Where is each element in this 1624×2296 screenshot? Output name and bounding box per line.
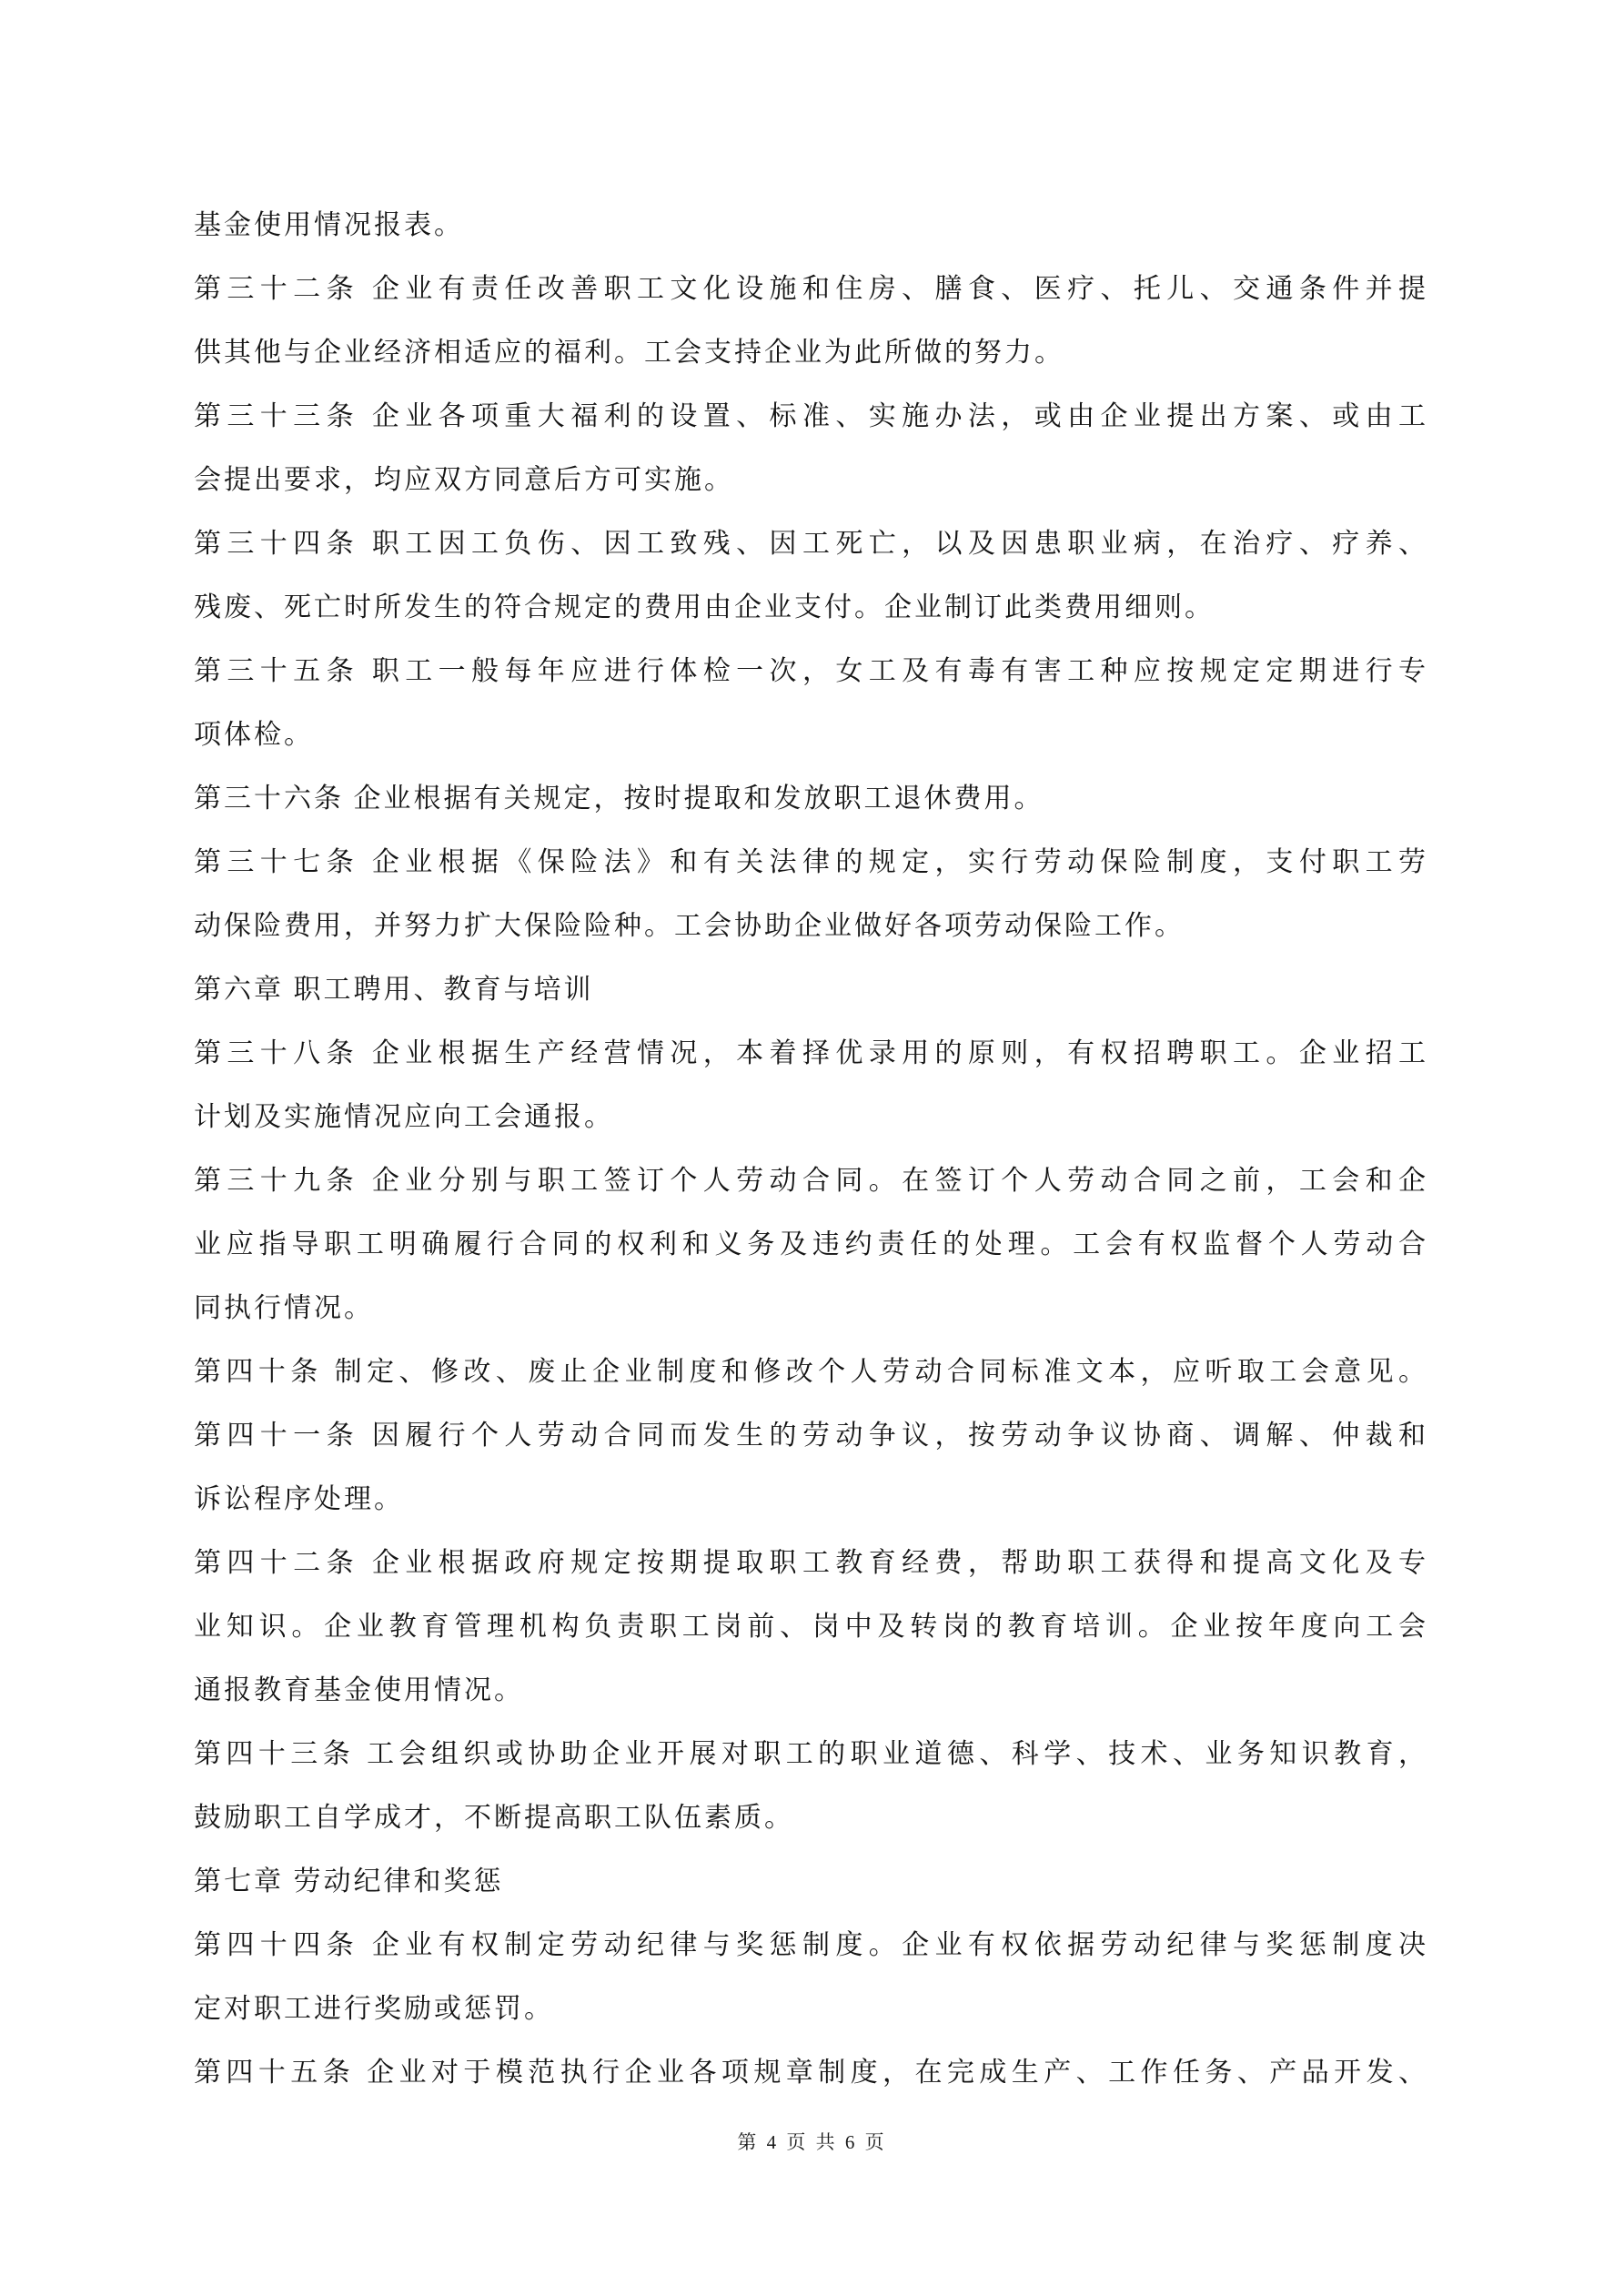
document-line-article-35: 第三十五条 职工一般每年应进行体检一次，女工及有毒有害工种应按规定定期进行专 — [194, 656, 1428, 686]
document-line: 同执行情况。 — [194, 1293, 374, 1323]
document-line: 诉讼程序处理。 — [194, 1484, 404, 1514]
document-line-article-38: 第三十八条 企业根据生产经营情况，本着择优录用的原则，有权招聘职工。企业招工 — [194, 1038, 1428, 1068]
document-line-article-39: 第三十九条 企业分别与职工签订个人劳动合同。在签订个人劳动合同之前，工会和企 — [194, 1166, 1428, 1196]
document-line: 供其他与企业经济相适应的福利。工会支持企业为此所做的努力。 — [194, 338, 1064, 368]
document-line: 会提出要求，均应双方同意后方可实施。 — [194, 465, 734, 495]
document-line-article-41: 第四十一条 因履行个人劳动合同而发生的劳动争议，按劳动争议协商、调解、仲裁和 — [194, 1421, 1428, 1451]
document-line-article-43: 第四十三条 工会组织或协助企业开展对职工的职业道德、科学、技术、业务知识教育， — [194, 1739, 1428, 1769]
document-line: 定对职工进行奖励或惩罚。 — [194, 1994, 554, 2024]
document-line-article-44: 第四十四条 企业有权制定劳动纪律与奖惩制度。企业有权依据劳动纪律与奖惩制度决 — [194, 1930, 1428, 1960]
document-line: 通报教育基金使用情况。 — [194, 1675, 524, 1705]
document-body — [194, 194, 1428, 2105]
document-line: 基金使用情况报表。 — [194, 210, 464, 240]
document-line-article-42: 第四十二条 企业根据政府规定按期提取职工教育经费，帮助职工获得和提高文化及专 — [194, 1548, 1428, 1578]
document-line-article-45: 第四十五条 企业对于模范执行企业各项规章制度，在完成生产、工作任务、产品开发、 — [194, 2058, 1428, 2088]
page-number: 第 4 页 共 6 页 — [737, 2131, 887, 2153]
document-line: 计划及实施情况应向工会通报。 — [194, 1102, 614, 1132]
document-line-article-34: 第三十四条 职工因工负伤、因工致残、因工死亡，以及因患职业病，在治疗、疗养、 — [194, 529, 1428, 559]
document-line: 项体检。 — [194, 720, 314, 750]
document-line: 动保险费用，并努力扩大保险险种。工会协助企业做好各项劳动保险工作。 — [194, 911, 1185, 941]
document-line: 业知识。企业教育管理机构负责职工岗前、岗中及转岗的教育培训。企业按年度向工会 — [194, 1612, 1428, 1642]
document-line: 鼓励职工自学成才，不断提高职工队伍素质。 — [194, 1803, 794, 1833]
document-line: 业应指导职工明确履行合同的权利和义务及违约责任的处理。工会有权监督个人劳动合 — [194, 1229, 1428, 1259]
document-line-article-40: 第四十条 制定、修改、废止企业制度和修改个人劳动合同标准文本，应听取工会意见。 — [194, 1357, 1428, 1387]
document-line-article-32: 第三十二条 企业有责任改善职工文化设施和住房、膳食、医疗、托儿、交通条件并提 — [194, 274, 1428, 304]
document-line-article-37: 第三十七条 企业根据《保险法》和有关法律的规定，实行劳动保险制度，支付职工劳 — [194, 847, 1428, 877]
chapter-heading-7: 第七章 劳动纪律和奖惩 — [194, 1866, 504, 1896]
document-line-article-33: 第三十三条 企业各项重大福利的设置、标准、实施办法，或由企业提出方案、或由工 — [194, 401, 1428, 431]
document-line: 残废、死亡时所发生的符合规定的费用由企业支付。企业制订此类费用细则。 — [194, 592, 1215, 622]
chapter-heading-6: 第六章 职工聘用、教育与培训 — [194, 975, 594, 1005]
document-line-article-36: 第三十六条 企业根据有关规定，按时提取和发放职工退休费用。 — [194, 784, 1044, 814]
